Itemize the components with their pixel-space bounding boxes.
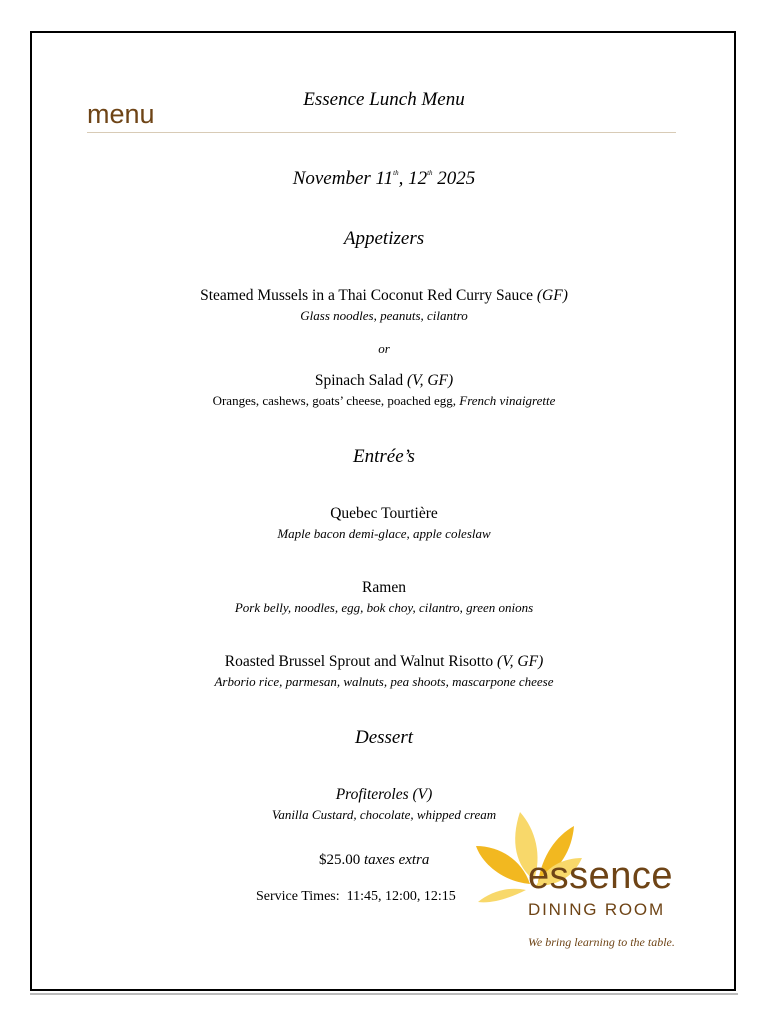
price-amount: $25.00 <box>319 852 361 868</box>
section-heading-appetizers: Appetizers <box>343 228 425 249</box>
date-ordinal-1: th <box>393 169 399 177</box>
logo-wordmark: essence <box>528 855 674 897</box>
date-year: 2025 <box>432 168 476 189</box>
or-separator: or <box>378 341 390 356</box>
logo-tagline: We bring learning to the table. <box>528 935 675 949</box>
dish-description-part: Oranges, cashews, goats’ cheese, poached egg, <box>212 393 460 408</box>
dish-name: Quebec Tourtière <box>330 505 438 522</box>
dish-description: Arborio rice, parmesan, walnuts, pea shoots, mascarpone cheese <box>214 674 554 689</box>
dish-name: Profiteroles (V) <box>335 786 433 803</box>
dish-title: Steamed Mussels in a Thai Coconut Red Curry Sauce <box>200 287 534 304</box>
service-label: Service Times: <box>256 889 340 904</box>
dish-description-part: French vinaigrette <box>459 393 556 408</box>
menu-label: menu <box>87 99 155 129</box>
dish-name <box>0 286 768 306</box>
service-times-value: 11:45, 12:00, 12:15 <box>346 889 456 904</box>
dish-name: Ramen <box>362 579 406 596</box>
dish-title: Spinach Salad <box>314 372 404 389</box>
price-note: taxes extra <box>364 852 430 868</box>
section-heading-entrees: Entrée’s <box>353 446 415 467</box>
dish-description: Pork belly, noodles, egg, bok choy, cilantro, green onions <box>234 600 534 615</box>
menu-date <box>0 161 768 191</box>
dietary-tag: (V, GF) <box>497 653 544 670</box>
dietary-tag: (GF) <box>536 287 568 304</box>
menu-price <box>319 850 429 870</box>
dietary-tag: (V, GF) <box>406 372 454 389</box>
service-times <box>256 887 456 907</box>
dish-description: Vanilla Custard, chocolate, whipped cream <box>271 807 497 822</box>
section-heading-dessert: Dessert <box>354 727 414 748</box>
dish-name <box>0 371 768 391</box>
essence-logo <box>470 812 700 952</box>
date-ordinal-2: th <box>427 169 433 177</box>
dish-description <box>0 392 768 409</box>
page-border-shadow <box>30 993 738 995</box>
date-month-day: November 11 <box>292 168 394 189</box>
logo-subtitle: DINING ROOM <box>528 900 665 919</box>
dish-title: Roasted Brussel Sprout and Walnut Risotto <box>224 653 494 670</box>
dish-name <box>0 652 768 672</box>
header-divider <box>87 132 676 133</box>
dish-description: Maple bacon demi-glace, apple coleslaw <box>277 526 491 541</box>
date-second-day: , 12 <box>398 168 428 189</box>
dish-description: Glass noodles, peanuts, cilantro <box>300 308 468 323</box>
page-title: Essence Lunch Menu <box>303 89 465 110</box>
